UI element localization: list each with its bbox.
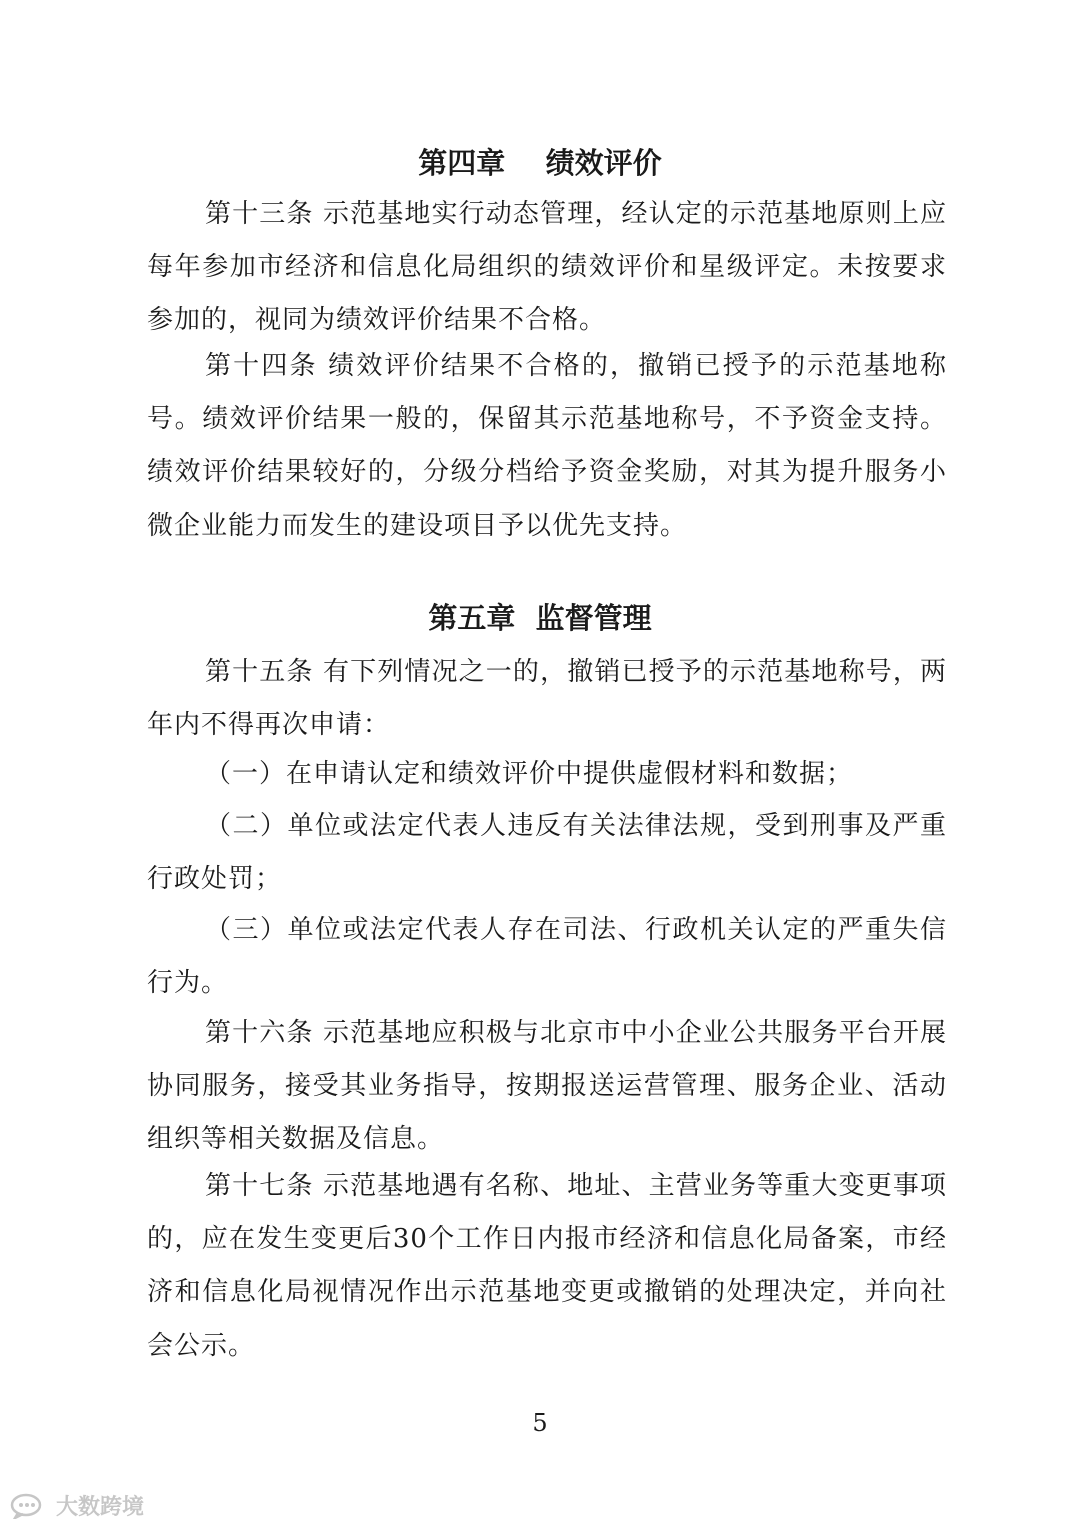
article-16: 第十六条 示范基地应积极与北京市中小企业公共服务平台开展协同服务，接受其业务指导，按期报送运营管理、服务企业、活动组织等相关数据及信息。 <box>147 1018 947 1155</box>
article-15-item-1: （一）在申请认定和绩效评价中提供虚假材料和数据； <box>205 759 854 789</box>
article-14: 第十四条 绩效评价结果不合格的，撤销已授予的示范基地称号。绩效评价结果一般的，保留其示范基地称号，不予资金支持。绩效评价结果较好的，分级分档给予资金奖励，对其为提升服务小微企业能力而发生的建设项目予以优先支持。 <box>147 351 947 541</box>
chapter-4-heading: 第四章 绩效评价 <box>418 146 662 180</box>
watermark <box>10 1490 144 1521</box>
watermark-text: 大数跨境 <box>56 1495 145 1520</box>
page-number: 5 <box>532 1409 548 1437</box>
article-13: 第十三条 示范基地实行动态管理，经认定的示范基地原则上应每年参加市经济和信息化局组织的绩效评价和星级评定。未按要求参加的，视同为绩效评价结果不合格。 <box>147 199 947 336</box>
chapter-5-heading: 第五章 监督管理 <box>428 601 652 635</box>
article-15-item-2: （二）单位或法定代表人违反有关法律法规，受到刑事及严重行政处罚； <box>147 811 947 895</box>
article-17: 第十七条 示范基地遇有名称、地址、主营业务等重大变更事项的，应在发生变更后30个工作日内报市经济和信息化局备案，市经济和信息化局视情况作出示范基地变更或撤销的处理决定，并向社会公示。 <box>147 1171 947 1361</box>
article-15: 第十五条 有下列情况之一的，撤销已授予的示范基地称号，两年内不得再次申请： <box>147 657 947 741</box>
article-15-item-3: （三）单位或法定代表人存在司法、行政机关认定的严重失信行为。 <box>147 915 947 999</box>
speech-bubble-logo-icon <box>10 1493 50 1519</box>
